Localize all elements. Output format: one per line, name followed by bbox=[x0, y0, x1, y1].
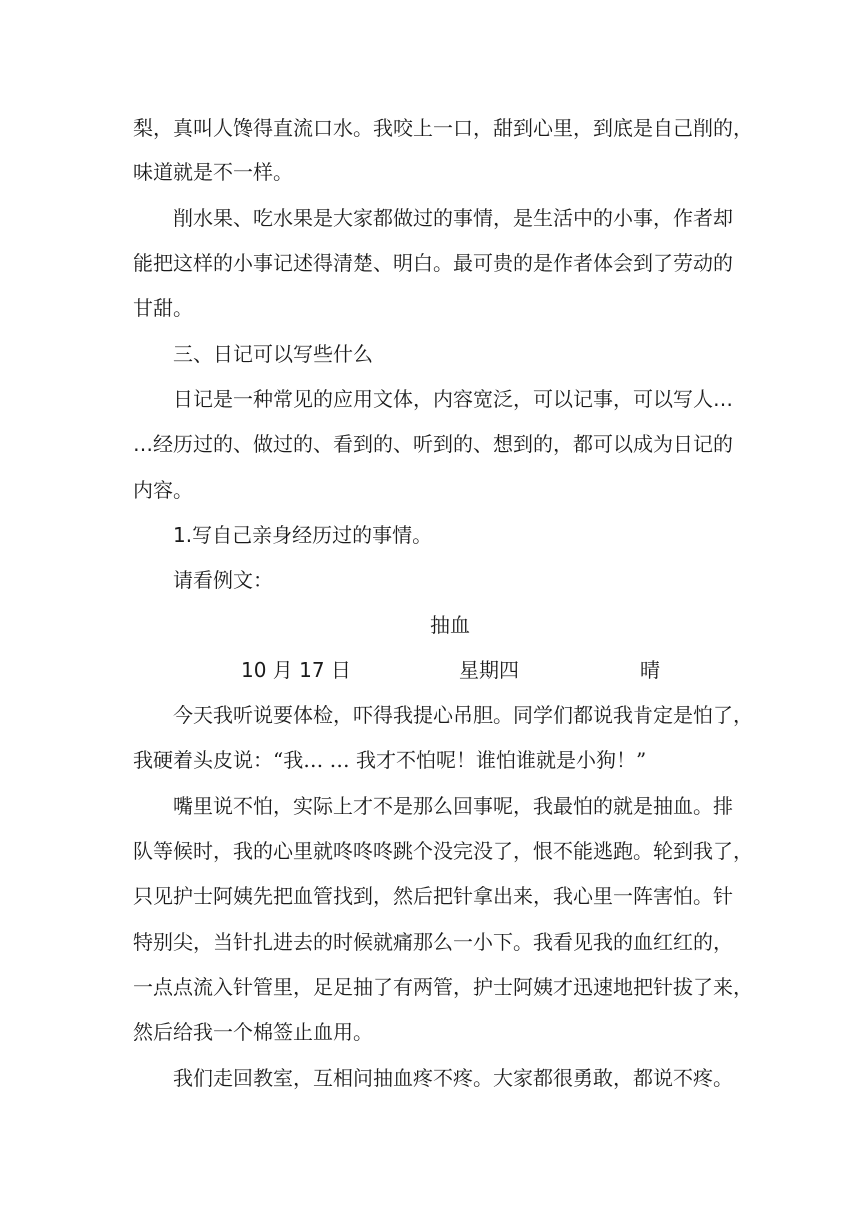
diary-weekday: 星期四 bbox=[459, 658, 519, 682]
diary-line-1: 今天我听说要体检，吓得我提心吊胆。同学们都说我肯定是怕了， bbox=[173, 703, 753, 727]
body-line-2: 味道就是不一样。 bbox=[133, 160, 293, 184]
diary-line-4: 队等候时，我的心里就咚咚咚跳个没完没了，恨不能逃跑。轮到我了， bbox=[133, 839, 753, 863]
diary-line-6: 特别尖，当针扎进去的时候就痛那么一小下。我看见我的血红红的， bbox=[133, 930, 733, 954]
diary-line-7: 一点点流入针管里，足足抽了有两管，护士阿姨才迅速地把针拔了来， bbox=[133, 975, 753, 999]
body-line-7: 日记是一种常见的应用文体，内容宽泛，可以记事，可以写人… bbox=[173, 387, 733, 411]
diary-line-5: 只见护士阿姨先把血管找到，然后把针拿出来，我心里一阵害怕。针 bbox=[133, 884, 733, 908]
diary-line-2: 我硬着头皮说：“我… … 我才不怕呢！谁怕谁就是小狗！” bbox=[133, 748, 647, 772]
body-line-5: 甘甜。 bbox=[133, 296, 193, 320]
body-line-3: 削水果、吃水果是大家都做过的事情，是生活中的小事，作者却 bbox=[173, 206, 733, 230]
body-line-1: 梨，真叫人馋得直流口水。我咬上一口，甜到心里，到底是自己削的， bbox=[133, 116, 753, 140]
diary-line-3: 嘴里说不怕，实际上才不是那么回事呢，我最怕的就是抽血。排 bbox=[173, 794, 733, 818]
body-line-4: 能把这样的小事记述得清楚、明白。最可贵的是作者体会到了劳动的 bbox=[133, 251, 733, 275]
example-intro: 请看例文： bbox=[173, 568, 273, 592]
body-line-8: …经历过的、做过的、看到的、听到的、想到的，都可以成为日记的 bbox=[133, 432, 733, 456]
diary-title: 抽血 bbox=[430, 613, 470, 637]
diary-date: 10 月 17 日 bbox=[241, 658, 351, 682]
diary-line-9: 我们走回教室，互相问抽血疼不疼。大家都很勇敢，都说不疼。 bbox=[173, 1066, 733, 1090]
subheading-1: 1.写自己亲身经历过的事情。 bbox=[173, 523, 433, 547]
diary-weather: 晴 bbox=[640, 658, 660, 682]
body-line-9: 内容。 bbox=[133, 478, 193, 502]
diary-line-8: 然后给我一个棉签止血用。 bbox=[133, 1020, 373, 1044]
section-heading: 三、日记可以写些什么 bbox=[173, 342, 373, 366]
